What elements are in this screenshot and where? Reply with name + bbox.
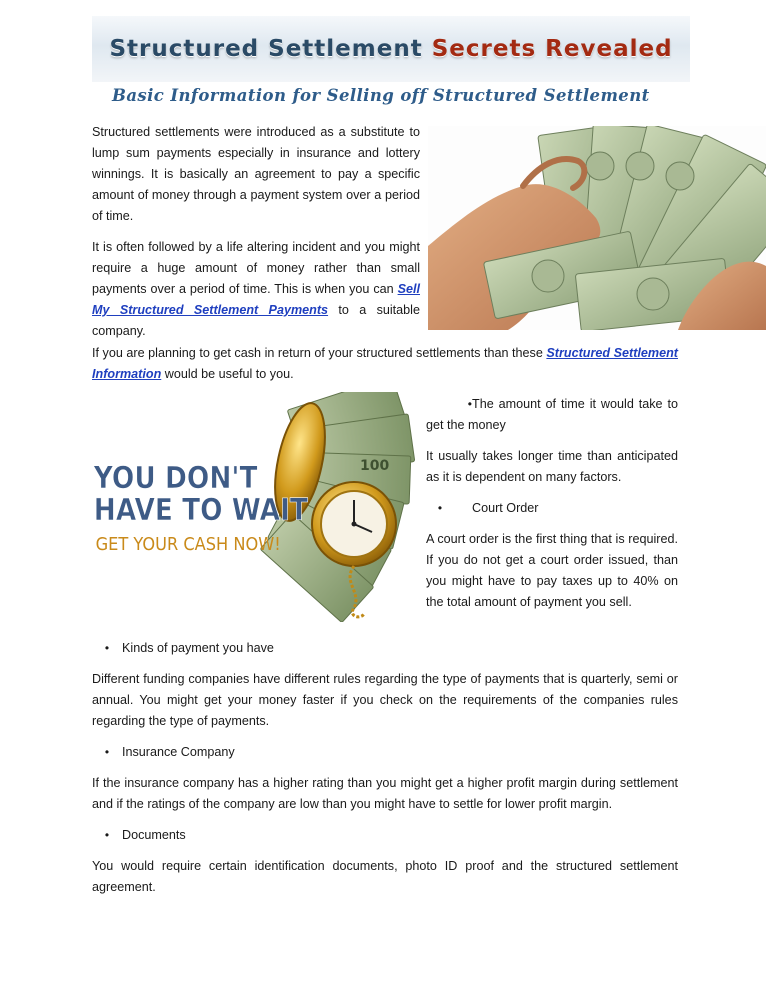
list-item-text: The amount of time it would take to get the money	[426, 397, 678, 432]
settlement-information-link[interactable]: Structured Settlement Information	[92, 346, 678, 381]
page-title: Basic Information for Selling off Structured Settlement	[112, 86, 650, 105]
section-paragraph: You would require certain identification documents, photo ID proof and the structured settlement agreement.	[92, 859, 678, 894]
cash-watch-illustration	[92, 392, 418, 622]
bullet-icon: •	[467, 397, 472, 411]
lead-section	[92, 343, 678, 385]
intro-paragraph-2	[92, 237, 420, 342]
ad-line-3: GET YOUR CASH NOW!	[95, 534, 281, 556]
bullet-icon: •	[104, 745, 110, 759]
bullet-icon: •	[104, 641, 110, 655]
list-item-text: Kinds of payment you have	[122, 641, 274, 655]
list-item	[92, 742, 678, 763]
bullet-icon: •	[104, 828, 110, 842]
list-item	[426, 394, 678, 436]
intro-column	[92, 122, 420, 352]
sections	[92, 638, 678, 898]
right-column	[426, 394, 678, 623]
ad-line-1: YOU DON'T	[93, 460, 258, 496]
bullet-icon: •	[437, 501, 443, 515]
svg-text:100: 100	[360, 458, 390, 474]
banner-title-part1: Structured Settlement	[109, 36, 423, 62]
banner-title	[109, 36, 672, 62]
money-hands-illustration	[428, 126, 766, 330]
intro-paragraph-1: Structured settlements were introduced as a substitute to lump sum payments especially in insurance and lottery winnings. It is basically an agreement to pay a specific amount of money through a payment system over a period of time.	[92, 125, 420, 223]
list-item-text: Court Order	[472, 501, 539, 515]
list-item	[92, 638, 678, 659]
right-paragraph-2: A court order is the first thing that is required. If you do not get a court order issued, than you might have to pay taxes up to 40% on the total amount of payment you sell.	[426, 532, 678, 609]
intro-text-after-link: to a suitable company.	[92, 303, 420, 338]
list-item	[92, 825, 678, 846]
right-paragraph-1: It usually takes longer time than anticipated as it is dependent on many factors.	[426, 449, 678, 484]
sell-payments-link[interactable]: Sell My Structured Settlement Payments	[92, 282, 420, 317]
money-hands-photo	[428, 126, 766, 330]
list-item-text: Documents	[122, 828, 186, 842]
banner-title-part2: Secrets Revealed	[431, 36, 673, 62]
list-item	[426, 498, 678, 519]
section-paragraph: If the insurance company has a higher rating than you might get a higher profit margin during settlement and if the ratings of the company are low than you might have to settle for lower profit margin.	[92, 776, 678, 811]
list-item-text: Insurance Company	[122, 745, 235, 759]
intro-text-before-link: It is often followed by a life altering incident and you might require a huge amount of money rather than small payments over a period of time. This is when you can	[92, 240, 420, 296]
section-paragraph: Different funding companies have different rules regarding the type of payments that is quarterly, semi or annual. You might get your money faster if you check on the requirements of the companies rules regarding the type of payments.	[92, 672, 678, 728]
lead-text-before-link: If you are planning to get cash in return of your structured settlements than these	[92, 346, 547, 360]
cash-now-ad-image	[92, 392, 418, 622]
lead-text-after-link: would be useful to you.	[161, 367, 294, 381]
header-banner	[92, 16, 690, 82]
ad-line-2: HAVE TO WAIT	[93, 492, 308, 528]
lead-paragraph	[92, 343, 678, 385]
